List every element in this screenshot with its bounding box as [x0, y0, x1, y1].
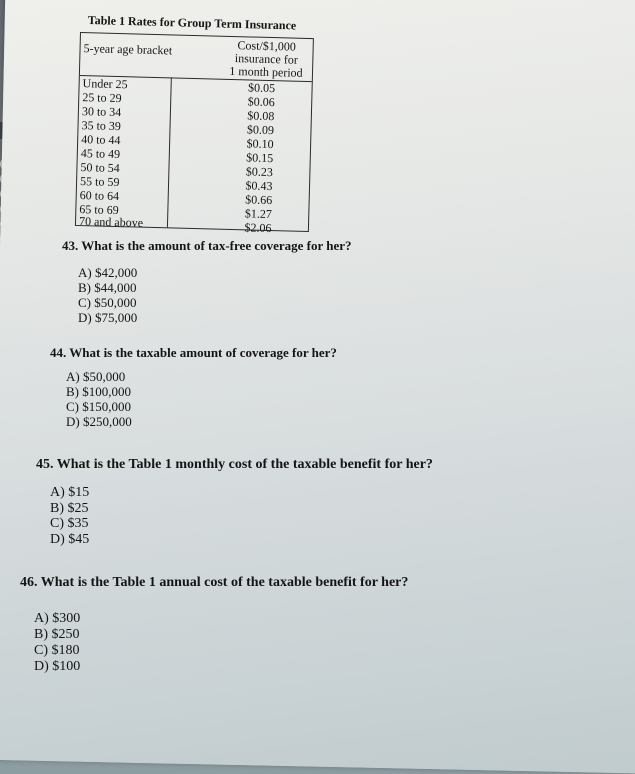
table-cell-age: 30 to 34 [81, 104, 122, 120]
table-cell-age: 40 to 44 [81, 132, 121, 148]
question-44: 44. What is the taxable amount of coverage for her? [50, 345, 337, 360]
table-cell-age: 70 and above [78, 214, 144, 230]
table-cell-age: 25 to 29 [82, 90, 122, 106]
question-46: 46. What is the Table 1 annual cost of the taxable benefit for her? [20, 575, 409, 590]
table-cell-age: 60 to 64 [79, 188, 120, 204]
table-cell-cost: $0.10 [246, 136, 274, 152]
table-cell-age: 65 to 69 [79, 202, 119, 218]
answer-option: D) $75,000 [78, 310, 138, 325]
table-header-cost [218, 39, 315, 80]
answer-option: A) $300 [34, 611, 81, 626]
question-45: 45. What is the Table 1 monthly cost of the taxable benefit for her? [36, 457, 433, 472]
answer-option: B) $44,000 [78, 280, 137, 295]
answer-option: A) $42,000 [78, 265, 138, 280]
table-cell-age: 35 to 39 [81, 118, 122, 134]
table-cell-cost: $0.43 [245, 178, 273, 194]
table-header-cost-line: Cost/$1,000 [237, 38, 297, 54]
table-cell-cost: $1.27 [244, 206, 272, 222]
table-header-cost-line: 1 month period [229, 63, 303, 80]
answer-option: C) $150,000 [66, 399, 131, 414]
answer-option: B) $100,000 [66, 384, 131, 399]
table-title: Table 1 Rates for Group Term Insurance [87, 13, 297, 33]
answer-option: D) $45 [50, 531, 90, 547]
table-cell-age: 45 to 49 [80, 146, 121, 162]
question-45-options [50, 485, 89, 547]
answer-option: C) $180 [34, 643, 80, 658]
table-cell-age: 50 to 54 [80, 160, 120, 176]
table-cell-cost: $0.66 [244, 192, 273, 208]
table-header-cost-line: insurance for [234, 51, 299, 67]
table-cell-cost: $0.09 [246, 122, 275, 138]
table-cell-cost: $2.06 [244, 220, 272, 236]
question-46-options [34, 611, 80, 675]
answer-option: C) $50,000 [78, 295, 137, 310]
answer-option: A) $50,000 [66, 369, 126, 384]
answer-option: B) $25 [50, 500, 89, 516]
question-43-options [78, 265, 137, 325]
table-cell-cost: $0.08 [247, 108, 275, 124]
answer-option: D) $250,000 [66, 414, 132, 429]
question-44-options [66, 369, 132, 429]
question-43: 43. What is the amount of tax-free coverage for her? [62, 238, 352, 253]
group-term-rate-table [75, 32, 314, 236]
table-cell-cost: $0.15 [246, 150, 274, 166]
table-cell-cost: $0.05 [247, 80, 276, 96]
answer-option: C) $35 [50, 516, 89, 531]
table-cell-cost: $0.23 [245, 164, 274, 180]
table-cell-age: Under 25 [82, 76, 128, 92]
answer-option: D) $100 [34, 659, 81, 674]
table-cell-cost: $0.06 [247, 94, 275, 110]
answer-option: A) $15 [50, 485, 90, 500]
table-cell-age: 55 to 59 [79, 174, 120, 190]
answer-option: B) $250 [34, 627, 80, 642]
table-header-age: 5-year age bracket [83, 41, 173, 58]
